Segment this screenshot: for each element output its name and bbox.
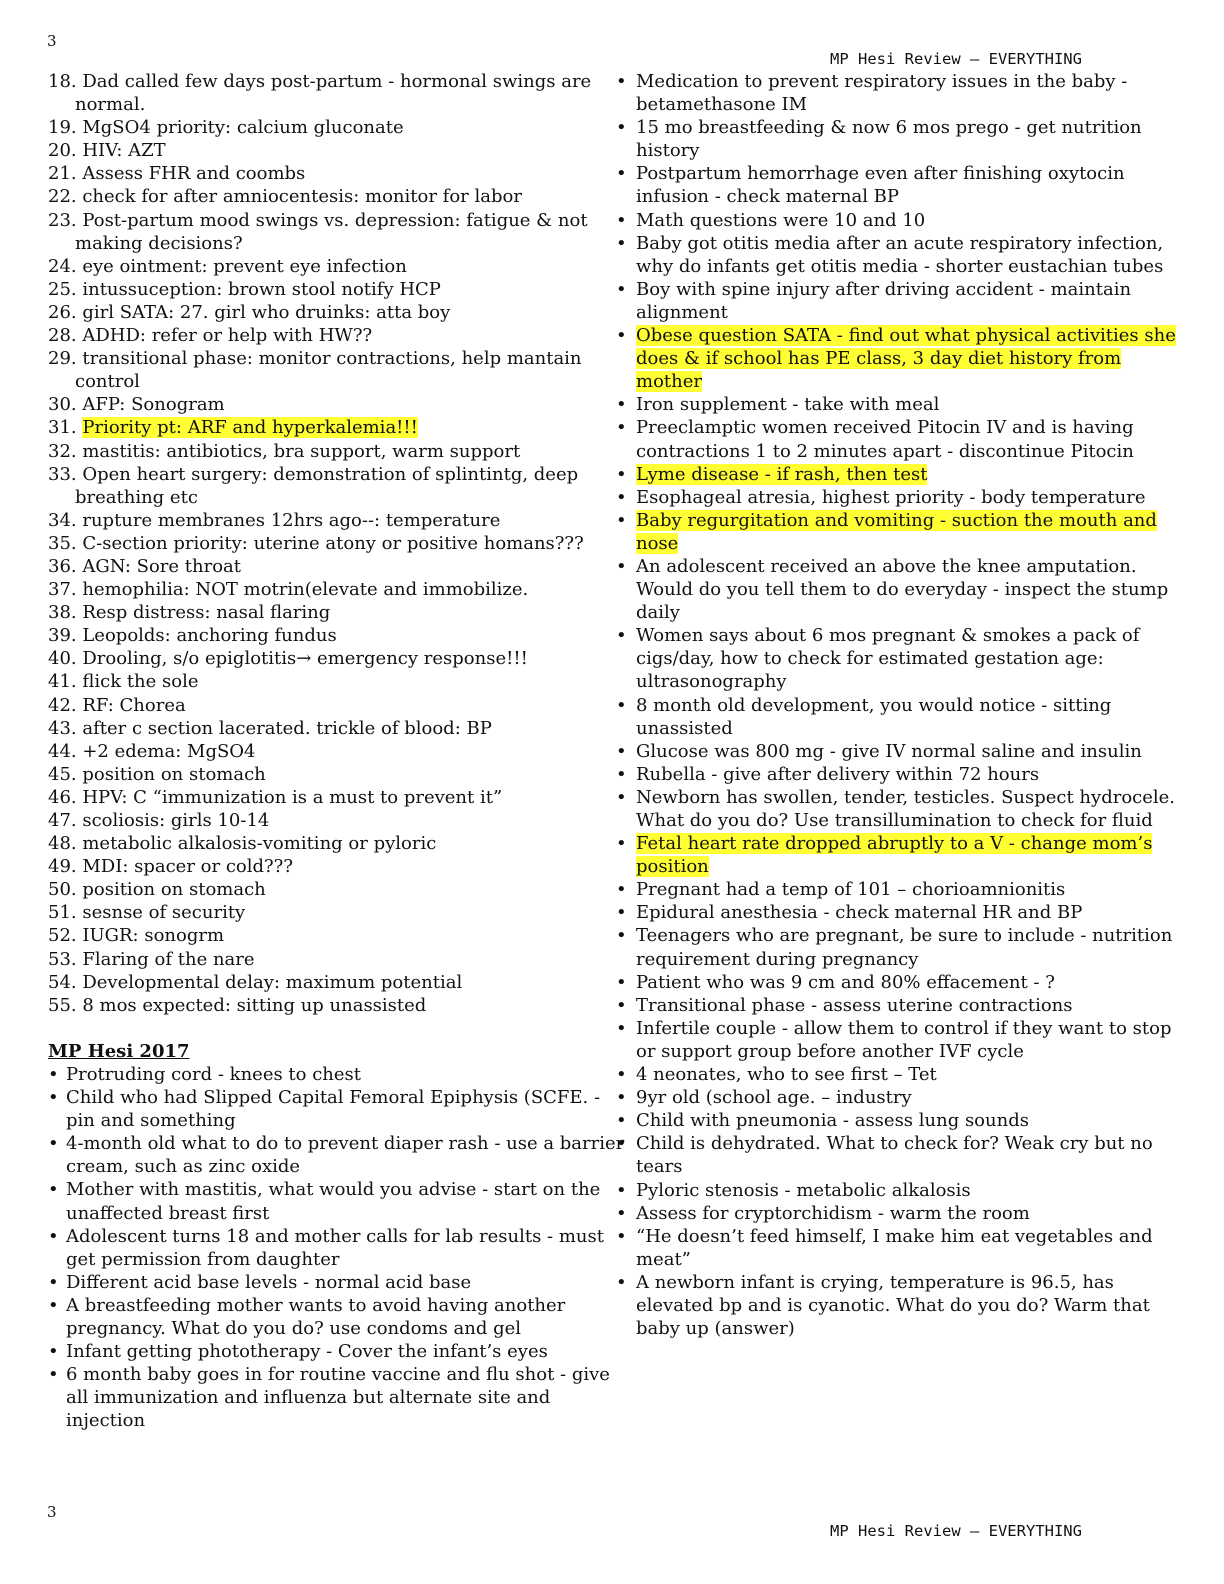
- list-item-text: 18. Dad called few days post-partum - hormonal swings are normal.: [48, 71, 592, 116]
- list-item-text: Pyloric stenosis - metabolic alkalosis: [636, 1179, 971, 1201]
- list-item: [48, 1086, 626, 1132]
- list-item: [616, 1225, 1176, 1271]
- list-item-text: 25. intussuception: brown stool notify HCP: [48, 278, 441, 300]
- list-item: [48, 786, 626, 809]
- list-item-text: Infant getting phototherapy - Cover the infant’s eyes: [66, 1341, 548, 1363]
- list-item: [616, 1109, 1176, 1132]
- list-item: [48, 1178, 626, 1224]
- list-item: [616, 786, 1176, 832]
- list-item: [616, 1202, 1176, 1225]
- list-item-text: 4-month old what to do to prevent diaper rash - use a barrier cream, such as zinc oxide: [66, 1133, 625, 1178]
- list-item: [48, 971, 626, 994]
- list-item-text: 52. IUGR: sonogrm: [48, 925, 225, 947]
- list-item: [616, 1017, 1176, 1063]
- list-item: [48, 1271, 626, 1294]
- list-item-text: Lyme disease - if rash, then test: [636, 463, 928, 485]
- list-item-text: 41. flick the sole: [48, 671, 199, 693]
- list-item-text: 42. RF: Chorea: [48, 694, 186, 716]
- list-item-text: Esophageal atresia, highest priority - body temperature: [636, 486, 1146, 508]
- list-item: [48, 209, 626, 255]
- list-item-text: Newborn has swollen, tender, testicles. Suspect hydrocele. What do you do? Use transillumination to check for fluid: [636, 786, 1176, 831]
- list-item: [48, 532, 626, 555]
- list-item-text: 50. position on stomach: [48, 879, 266, 901]
- list-item: [48, 70, 626, 116]
- list-item-text: Preeclamptic women received Pitocin IV and is having contractions 1 to 2 minutes apart - discontinue Pitocin: [636, 417, 1134, 462]
- list-item-text: 19. MgSO4 priority: calcium gluconate: [48, 117, 404, 139]
- list-item-text: 44. +2 edema: MgSO4: [48, 740, 256, 762]
- list-item: [616, 694, 1176, 740]
- list-item: [48, 1294, 626, 1340]
- list-item: [48, 509, 626, 532]
- section-title: MP Hesi 2017: [48, 1040, 190, 1062]
- list-item: [48, 416, 626, 439]
- list-item: [48, 809, 626, 832]
- list-item-text: 31. Priority pt: ARF and hyperkalemia!!!: [48, 417, 418, 439]
- running-header-top: MP Hesi Review – EVERYTHING: [830, 50, 1082, 68]
- left-column: [48, 70, 626, 1432]
- list-item-text: 32. mastitis: antibiotics, bra support, warm support: [48, 440, 521, 462]
- list-item: [48, 740, 626, 763]
- list-item: [616, 1271, 1176, 1340]
- list-item-text: 49. MDI: spacer or cold???: [48, 856, 293, 878]
- list-item: [48, 855, 626, 878]
- list-item: [616, 1063, 1176, 1086]
- list-item-text: 4 neonates, who to see first – Tet: [636, 1064, 937, 1086]
- list-item: [616, 1132, 1176, 1178]
- list-item: [48, 116, 626, 139]
- list-item-text: 21. Assess FHR and coombs: [48, 163, 306, 185]
- list-item: [48, 924, 626, 947]
- right-column: [616, 70, 1176, 1340]
- list-item: [48, 717, 626, 740]
- list-item-text: Obese question SATA - find out what physical activities she does & if school has PE class, 3 day diet history from mother: [636, 325, 1176, 393]
- list-item: [48, 647, 626, 670]
- running-header-bottom: MP Hesi Review – EVERYTHING: [830, 1522, 1082, 1540]
- list-item-text: 30. AFP: Sonogram: [48, 394, 225, 416]
- list-item: [48, 463, 626, 509]
- page-number-bottom: 3: [47, 1503, 57, 1521]
- list-item: [616, 463, 1176, 486]
- list-item: [48, 162, 626, 185]
- list-item-text: An adolescent received an above the knee amputation. Would do you tell them to do everyday - inspect the stump daily: [636, 555, 1169, 624]
- list-item: [48, 763, 626, 786]
- list-item: [616, 416, 1176, 462]
- list-item: [48, 670, 626, 693]
- list-item-text: 35. C-section priority: uterine atony or positive homans???: [48, 532, 584, 554]
- list-item-text: Boy with spine injury after driving accident - maintain alignment: [636, 278, 1132, 323]
- list-item-text: 28. ADHD: refer or help with HW??: [48, 325, 373, 347]
- list-item-text: 55. 8 mos expected: sitting up unassisted: [48, 994, 427, 1016]
- list-item-text: 20. HIV: AZT: [48, 140, 166, 162]
- list-item-text: Infertile couple - allow them to control if they want to stop or support group before another IVF cycle: [636, 1017, 1172, 1062]
- list-item: [48, 347, 626, 393]
- list-item: [48, 994, 626, 1017]
- list-item: [616, 878, 1176, 901]
- list-item-text: 9yr old (school age. – industry: [636, 1087, 912, 1109]
- list-item: [616, 116, 1176, 162]
- list-item-text: 53. Flaring of the nare: [48, 948, 255, 970]
- list-item: [616, 70, 1176, 116]
- list-item-text: 54. Developmental delay: maximum potential: [48, 971, 463, 993]
- list-item-text: Different acid base levels - normal acid base: [66, 1271, 472, 1293]
- list-item-text: 47. scoliosis: girls 10-14: [48, 810, 270, 831]
- list-item-text: Teenagers who are pregnant, be sure to include - nutrition requirement during pregnancy: [636, 925, 1173, 970]
- list-item-text: Baby got otitis media after an acute respiratory infection, why do infants get otitis media - shorter eustachian tubes: [636, 232, 1164, 277]
- list-item-text: 37. hemophilia: NOT motrin(elevate and immobilize.: [48, 579, 529, 601]
- list-item: [48, 1340, 626, 1363]
- list-item: [48, 278, 626, 301]
- list-item: [48, 255, 626, 278]
- left-bullet-list: [48, 1063, 626, 1433]
- list-item: [616, 209, 1176, 232]
- list-item: [48, 948, 626, 971]
- list-item-text: Mother with mastitis, what would you advise - start on the unaffected breast first: [66, 1179, 601, 1224]
- list-item: [616, 162, 1176, 208]
- list-item: [616, 486, 1176, 509]
- list-item: [48, 624, 626, 647]
- list-item: [616, 624, 1176, 693]
- list-item-text: Glucose was 800 mg - give IV normal saline and insulin: [636, 740, 1142, 762]
- list-item: [48, 139, 626, 162]
- list-item: [616, 901, 1176, 924]
- list-item: [48, 324, 626, 347]
- list-item: [48, 578, 626, 601]
- list-item-text: 6 month baby goes in for routine vaccine and flu shot - give all immunization and influenza but alternate site and injection: [66, 1364, 610, 1432]
- list-item-text: 39. Leopolds: anchoring fundus: [48, 625, 337, 647]
- list-item-text: Pregnant had a temp of 101 – chorioamnionitis: [636, 879, 1066, 901]
- list-item-text: Postpartum hemorrhage even after finishing oxytocin infusion - check maternal BP: [636, 163, 1125, 208]
- page-number-top: 3: [47, 32, 57, 50]
- list-item-text: 45. position on stomach: [48, 763, 266, 785]
- list-item: [616, 393, 1176, 416]
- list-item-text: Iron supplement - take with meal: [636, 394, 940, 416]
- list-item: [616, 763, 1176, 786]
- list-item: [48, 440, 626, 463]
- list-item-text: Adolescent turns 18 and mother calls for lab results - must get permission from daughter: [66, 1225, 604, 1270]
- list-item-text: 43. after c section lacerated. trickle of blood: BP: [48, 717, 492, 739]
- list-item: [48, 555, 626, 578]
- right-bullet-list: [616, 70, 1176, 1340]
- list-item-text: Protruding cord - knees to chest: [66, 1063, 362, 1085]
- list-item: [48, 1225, 626, 1271]
- list-item: [48, 1132, 626, 1178]
- list-item: [616, 1179, 1176, 1202]
- list-item-text: 34. rupture membranes 12hrs ago--: temperature: [48, 509, 501, 531]
- list-item: [616, 740, 1176, 763]
- list-item-text: Women says about 6 mos pregnant & smokes a pack of cigs/day, how to check for estimated gestation age: ultrasonography: [636, 625, 1140, 693]
- list-item-text: 51. sesnse of security: [48, 902, 246, 924]
- list-item-text: “He doesn’t feed himself, I make him eat vegetables and meat”: [636, 1225, 1153, 1270]
- list-item-text: Baby regurgitation and vomiting - suction the mouth and nose: [636, 509, 1157, 554]
- list-item-text: 38. Resp distress: nasal flaring: [48, 602, 331, 624]
- list-item: [616, 1086, 1176, 1109]
- list-item: [48, 1363, 626, 1432]
- list-item-text: Child is dehydrated. What to check for? Weak cry but no tears: [636, 1133, 1153, 1178]
- list-item-text: Patient who was 9 cm and 80% effacement - ?: [636, 971, 1055, 993]
- list-item-text: 22. check for after amniocentesis: monitor for labor: [48, 186, 522, 208]
- list-item-text: 15 mo breastfeeding & now 6 mos prego - get nutrition history: [636, 117, 1142, 162]
- list-item-text: 8 month old development, you would notice - sitting unassisted: [636, 694, 1112, 739]
- list-item: [48, 601, 626, 624]
- list-item: [616, 994, 1176, 1017]
- list-item-text: Math questions were 10 and 10: [636, 209, 926, 231]
- list-item-text: 46. HPV: C “immunization is a must to prevent it”: [48, 786, 503, 808]
- list-item-text: Epidural anesthesia - check maternal HR and BP: [636, 902, 1083, 924]
- list-item-text: Child who had Slipped Capital Femoral Epiphysis (SCFE. - pin and something: [66, 1087, 601, 1132]
- list-item: [616, 278, 1176, 324]
- list-item-text: Transitional phase - assess uterine contractions: [636, 994, 1073, 1016]
- list-item-text: Child with pneumonia - assess lung sounds: [636, 1110, 1029, 1132]
- list-item-text: Medication to prevent respiratory issues in the baby - betamethasone IM: [636, 71, 1128, 116]
- list-item-text: 40. Drooling, s/o epiglotitis→ emergency response!!!: [48, 648, 528, 670]
- list-item-text: A newborn infant is crying, temperature is 96.5, has elevated bp and is cyanotic. What do you do? Warm that baby up (answer): [636, 1271, 1150, 1340]
- numbered-list: [48, 70, 626, 1017]
- list-item-text: 36. AGN: Sore throat: [48, 555, 241, 577]
- list-item: [48, 832, 626, 855]
- list-item: [616, 832, 1176, 878]
- list-item: [616, 324, 1176, 393]
- list-item: [616, 971, 1176, 994]
- list-item: [48, 185, 626, 208]
- list-item-text: 29. transitional phase: monitor contractions, help mantain control: [48, 348, 582, 393]
- list-item: [616, 924, 1176, 970]
- list-item-text: 48. metabolic alkalosis-vomiting or pyloric: [48, 833, 437, 855]
- list-item: [48, 393, 626, 416]
- list-item-text: 26. girl SATA: 27. girl who druinks: atta boy: [48, 301, 451, 323]
- list-item-text: Assess for cryptorchidism - warm the room: [636, 1202, 1030, 1224]
- list-item-text: A breastfeeding mother wants to avoid having another pregnancy. What do you do? use condoms and gel: [66, 1294, 566, 1339]
- list-item: [48, 878, 626, 901]
- list-item-text: 33. Open heart surgery: demonstration of splintintg, deep breathing etc: [48, 463, 579, 508]
- list-item: [616, 555, 1176, 624]
- list-item: [48, 901, 626, 924]
- list-item: [616, 509, 1176, 555]
- list-item-text: 23. Post-partum mood swings vs. depression: fatigue & not making decisions?: [48, 209, 588, 254]
- list-item: [48, 694, 626, 717]
- list-item: [48, 301, 626, 324]
- list-item-text: Rubella - give after delivery within 72 hours: [636, 763, 1040, 785]
- list-item: [48, 1063, 626, 1086]
- list-item-text: Fetal heart rate dropped abruptly to a V - change mom’s position: [636, 833, 1153, 878]
- list-item-text: 24. eye ointment: prevent eye infection: [48, 255, 407, 277]
- list-item: [616, 232, 1176, 278]
